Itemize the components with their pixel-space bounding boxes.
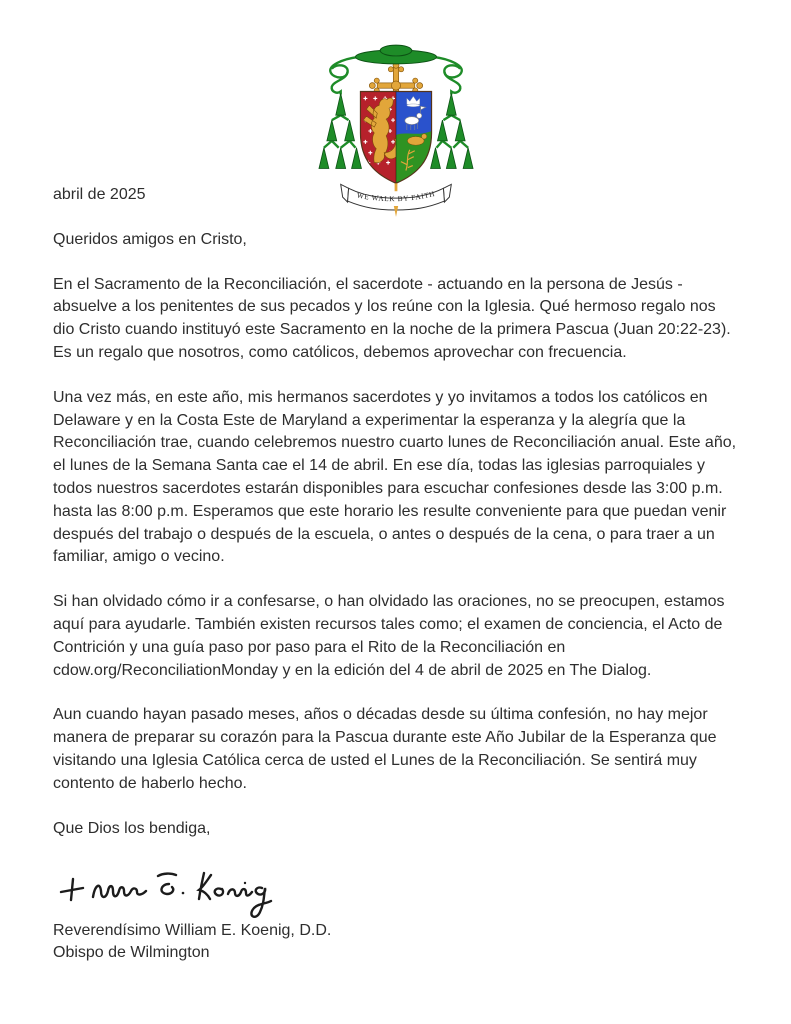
shield: [360, 91, 431, 183]
cross-icon: [369, 62, 422, 95]
signatory-title: Obispo de Wilmington: [53, 944, 210, 962]
letter-salutation: Queridos amigos en Cristo,: [53, 230, 247, 248]
letter-date: abril de 2025: [53, 186, 146, 203]
signatory-name: Reverendísimo William E. Koenig, D.D.: [53, 922, 332, 940]
motto-text: WE WALK BY FAITH: [355, 188, 436, 204]
letter-paragraph-3: Si han olvidado cómo ir a confesarse, o han olvidado las oraciones, no se preocupen, estamos aquí para ayudarle. También existen recursos tales como; el examen de conciencia, el Acto de Contrición y una guía paso por paso para el Rito de la Reconciliación en cdow.org/ReconciliationMonday y en la edición del 4 de abril de 2025 en The Dialog.: [53, 593, 725, 679]
letter-paragraph-1: En el Sacramento de la Reconciliación, el sacerdote - actuando en la persona de Jesús - absuelve a los penitentes de sus pecados y los reúne con la Iglesia. Qué hermoso regalo nos dio Cristo cuando instituyó este Sacramento en la noche de la primera Pascua (Juan 20:22-23). Es un regalo que nosotros, como católicos, debemos aprovechar con frecuencia.: [53, 275, 731, 361]
letter-body: [53, 184, 741, 964]
signature-icon: [49, 862, 317, 928]
letter-paragraph-4: Aun cuando hayan pasado meses, años o décadas desde su última confesión, no hay mejor manera de preparar su corazón para la Pascua durante este Año Jubilar de la Esperanza que visitando una Iglesia Católica cerca de usted el Lunes de la Reconciliación. Se sentirá muy contento de haberlo hecho.: [53, 706, 717, 792]
letter-paragraph-2: Una vez más, en este año, mis hermanos sacerdotes y yo invitamos a todos los católicos en Delaware y en la Costa Este de Maryland a experimentar la esperanza y la alegría que la Reconciliación trae, cuando celebremos nuestro cuarto lunes de Reconciliación anual. Este año, el lunes de la Semana Santa cae el 14 de abril. En ese día, todas las iglesias parroquiales y todos nuestros sacerdotes estarán disponibles para escuchar confesiones desde las 3:00 p.m. hasta las 8:00 p.m. Esperamos que este horario les resulte conveniente para que puedan venir después del trabajo o después de la escuela, o antes o después de la cena, o para traer a un familiar, amigo o vecino.: [53, 388, 737, 566]
galero-hat-icon: [355, 45, 436, 64]
letter-closing: Que Dios los bendiga,: [53, 819, 211, 837]
shield-sinister: [396, 91, 432, 183]
